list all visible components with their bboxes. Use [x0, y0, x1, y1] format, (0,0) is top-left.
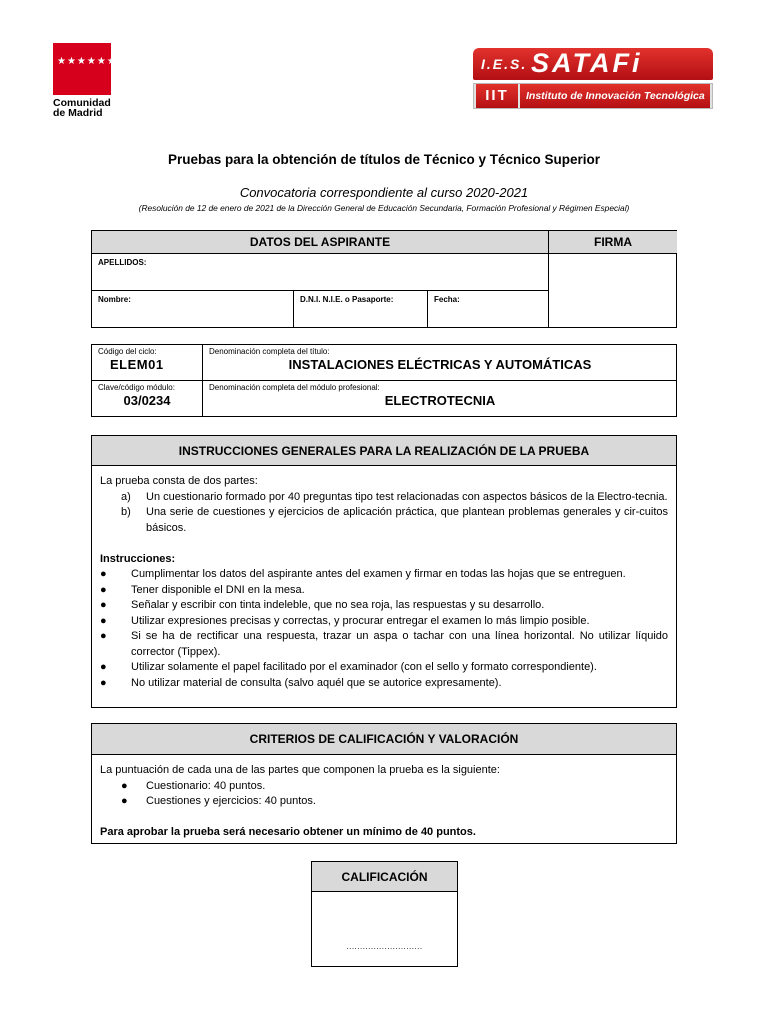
list-item: ● Utilizar expresiones precisas y correctas, y procurar entregar el examen lo más limpio posible.	[100, 614, 668, 630]
firma-header: FIRMA	[549, 231, 677, 254]
list-item: ● Cuestionario: 40 puntos.	[100, 779, 668, 795]
list-item: ● No utilizar material de consulta (salvo aquél que se autorice expresamente).	[100, 676, 668, 692]
bullet-icon: ●	[100, 661, 107, 673]
bullet-icon: ●	[121, 779, 128, 792]
logo-text: Comunidad de Madrid	[53, 97, 111, 119]
bullet-icon: ●	[100, 676, 107, 689]
calificacion-box	[311, 861, 458, 967]
bullet-icon: ●	[100, 568, 107, 580]
criterios-section	[91, 723, 677, 844]
titulo-label: Denominación completa del título:	[209, 347, 330, 356]
instrucciones-section	[91, 435, 677, 708]
list-item: ● Señalar y escribir con tinta indeleble, que no sea roja, las respuestas y su desarrollo.	[100, 598, 668, 614]
modulo-name-label: Denominación completa del módulo profesional:	[209, 383, 380, 392]
firma-field[interactable]	[549, 254, 677, 328]
criterios-intro: La puntuación de cada una de las partes que componen la prueba es la siguiente:	[100, 764, 500, 776]
list-item: ● Si se ha de rectificar una respuesta, trazar un aspa o tachar con una línea horizontal. No utilizar líquido corrector (Tippex).	[100, 629, 668, 660]
list-item: a) Un cuestionario formado por 40 preguntas tipo test relacionadas con aspectos básicos de la Electro-tecnia.	[121, 490, 668, 503]
convocatoria-subtitle: Convocatoria correspondiente al curso 2020-2021	[239, 185, 529, 200]
bullet-icon: ●	[121, 795, 128, 807]
list-item: ● Cumplimentar los datos del aspirante antes del examen y firmar en todas las hojas que se entreguen.	[100, 567, 668, 583]
nombre-field[interactable]: Nombre:	[92, 291, 294, 328]
list-item: b) Una serie de cuestiones y ejercicios de aplicación práctica, que plantean problemas generales y cir-cuitos básicos.	[121, 506, 668, 534]
list-item: ● Utilizar solamente el papel facilitado por el examinador (con el sello y formato correspondiente).	[100, 660, 668, 676]
stars-icon: ★★★★★★★	[57, 56, 127, 67]
ciclo-value: ELEM01	[110, 357, 164, 372]
page-title: Pruebas para la obtención de títulos de Técnico y Técnico Superior	[167, 152, 601, 167]
calificacion-header: CALIFICACIÓN	[312, 862, 457, 892]
list-item: ● Cuestiones y ejercicios: 40 puntos.	[100, 794, 668, 810]
bullet-icon: ●	[100, 630, 107, 642]
modulo-name-cell	[203, 381, 677, 417]
modulo-value: 03/0234	[123, 393, 171, 408]
bullet-icon: ●	[100, 583, 107, 596]
instrucciones-header: INSTRUCCIONES GENERALES PARA LA REALIZACIÓN DE LA PRUEBA	[92, 436, 676, 466]
criterios-header: CRITERIOS DE CALIFICACIÓN Y VALORACIÓN	[92, 724, 676, 755]
titulo-cell	[203, 345, 677, 381]
fecha-field[interactable]: Fecha:	[428, 291, 549, 328]
aspirante-table	[91, 230, 677, 328]
ies-satafi-logo: I.E.S. SATAFi IIT Instituto de Innovación Tecnológica	[473, 48, 713, 110]
dni-field[interactable]: D.N.I. N.I.E. o Pasaporte:	[294, 291, 428, 328]
instrucciones-subtitle: Instrucciones:	[100, 552, 176, 565]
calificacion-field[interactable]: ............................	[346, 942, 423, 951]
apellidos-field[interactable]: APELLIDOS:	[92, 254, 549, 291]
modulo-label: Clave/código módulo:	[98, 383, 175, 392]
codes-table	[91, 344, 677, 417]
criterios-note: Para aprobar la prueba será necesario obtener un mínimo de 40 puntos.	[100, 826, 476, 838]
bullet-icon: ●	[100, 614, 107, 627]
bullet-icon: ●	[100, 599, 107, 611]
instrucciones-intro: La prueba consta de dos partes:	[100, 475, 258, 487]
titulo-value: INSTALACIONES ELÉCTRICAS Y AUTOMÁTICAS	[288, 357, 592, 372]
modulo-cell	[92, 381, 203, 417]
comunidad-madrid-logo	[53, 43, 127, 119]
list-item: ● Tener disponible el DNI en la mesa.	[100, 583, 668, 599]
aspirante-header: DATOS DEL ASPIRANTE	[92, 231, 549, 254]
ciclo-cell	[92, 345, 203, 381]
madrid-flag-icon	[53, 43, 127, 95]
resolucion-note: (Resolución de 12 de enero de 2021 de la Dirección General de Educación Secundaria, Formación Profesional y Régimen Especial)	[138, 203, 630, 213]
modulo-name-value: ELECTROTECNIA	[384, 393, 496, 408]
ciclo-label: Código del ciclo:	[98, 347, 157, 356]
